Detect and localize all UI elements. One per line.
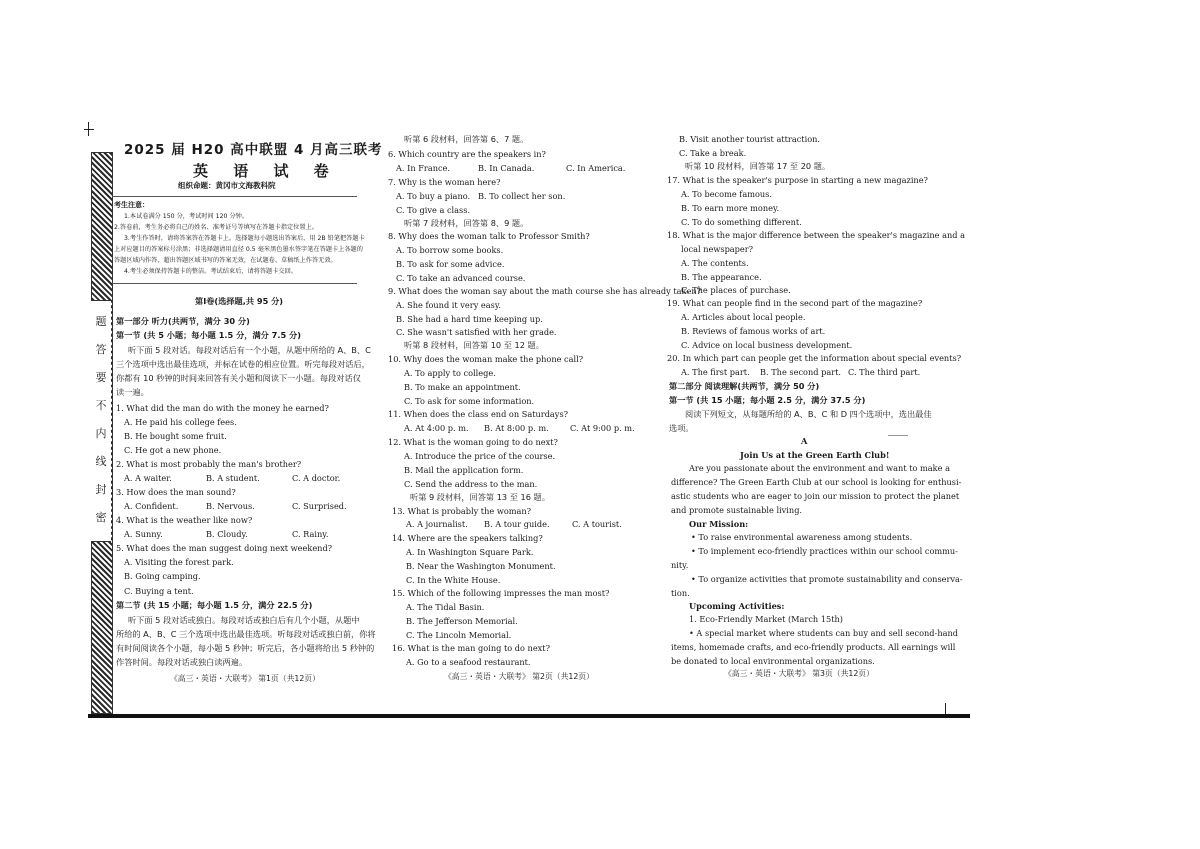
page-1-text-line: 听下面 5 段对话。每段对话后有一个小题，从题中所给的 A、B、C bbox=[128, 345, 371, 355]
page-2-text-line: C. To take an advanced course. bbox=[396, 273, 526, 283]
page-3-text-line: C. The third part. bbox=[848, 367, 921, 377]
page-3-text-line: Upcoming Activities: bbox=[689, 601, 785, 611]
page-2-text-line: A. She found it very easy. bbox=[396, 300, 501, 310]
page-2-text-line: B. Near the Washington Monument. bbox=[406, 561, 556, 571]
page-2-text-line: C. To ask for some information. bbox=[404, 396, 535, 406]
page-1-text-line: 第一部分 听力(共两节，满分 30 分) bbox=[116, 316, 250, 326]
page-3-text-line: 阅读下列短文，从每题所给的 A、B、C 和 D 四个选项中，选出最佳 bbox=[685, 409, 932, 419]
page-footer: 《高三・英语・大联考》 第2页（共12页） bbox=[444, 672, 594, 681]
page-3-text-line: B. The appearance. bbox=[681, 272, 762, 282]
page-2-text-line: 7. Why is the woman here? bbox=[388, 177, 501, 187]
page-2-text-line: A. In France. bbox=[396, 163, 451, 173]
exam-title: 2025 届 H20 高中联盟 4 月高三联考 bbox=[124, 142, 383, 158]
page-3-text-line: Join Us at the Green Earth Club! bbox=[740, 450, 890, 460]
page-3-text-line: difference? The Green Earth Club at our school is looking for enthusi- bbox=[671, 477, 962, 487]
page-3-text-line: • To organize activities that promote sustainability and conserva- bbox=[691, 574, 963, 584]
page-1-text-line: B. A student. bbox=[206, 473, 260, 483]
exam-subject: 英 语 试 卷 bbox=[193, 162, 339, 180]
reading-title-mark bbox=[888, 435, 908, 436]
page-2-text-line: C. She wasn't satisfied with her grade. bbox=[396, 327, 557, 337]
page-2-text-line: C. A tourist. bbox=[572, 519, 622, 529]
page-1-text-line: 第二节 (共 15 小题；每小题 1.5 分，满分 22.5 分) bbox=[116, 600, 313, 610]
page-1-text-line: A. A waiter. bbox=[124, 473, 172, 483]
page-2-text-line: 11. When does the class end on Saturdays? bbox=[388, 409, 569, 419]
page-3-text-line: A. The first part. bbox=[681, 367, 750, 377]
page-2-text-line: B. In Canada. bbox=[478, 163, 535, 173]
page-1-text-line: A. Confident. bbox=[124, 501, 179, 511]
page-2-text-line: C. The Lincoln Memorial. bbox=[406, 630, 512, 640]
page-2-text-line: B. The Jefferson Memorial. bbox=[406, 616, 518, 626]
notice-item: 1.本试卷满分 150 分，考试时间 120 分钟。 bbox=[124, 213, 249, 220]
page-2-text-line: B. To ask for some advice. bbox=[396, 259, 505, 269]
page-3-text-line: 17. What is the speaker's purpose in starting a new magazine? bbox=[667, 175, 928, 185]
page-3-text-line: A. To become famous. bbox=[681, 189, 772, 199]
page-1-text-line: C. Rainy. bbox=[292, 529, 329, 539]
seal-char: 题 bbox=[95, 315, 107, 328]
page-1-text-line: B. Going camping. bbox=[124, 571, 201, 581]
notice-item: 4.考生必须保持答题卡的整洁。考试结束后，请将答题卡交回。 bbox=[124, 268, 297, 275]
page-3-text-line: C. To do something different. bbox=[681, 217, 802, 227]
page-3-text-line: 1. Eco-Friendly Market (March 15th) bbox=[689, 614, 843, 624]
page-2-text-line: A. A journalist. bbox=[406, 519, 468, 529]
page-2-text-line: A. To buy a piano. bbox=[396, 191, 471, 201]
page-3-text-line: items, homemade crafts, and eco-friendly products. All earnings will bbox=[671, 642, 956, 652]
seal-char: 答 bbox=[95, 343, 107, 356]
page-2-text-line: 6. Which country are the speakers in? bbox=[388, 149, 546, 159]
notice-heading: 考生注意： bbox=[114, 201, 149, 209]
page-1-text-line: 所给的 A、B、C 三个选项中选出最佳选项。听每段对话或独白前，你将 bbox=[116, 629, 376, 639]
page-2-text-line: 听第 7 段材料，回答第 8、9 题。 bbox=[404, 218, 529, 228]
page-3-text-line: A. The contents. bbox=[681, 258, 749, 268]
page-3-text-line: 19. What can people find in the second part of the magazine? bbox=[667, 298, 923, 308]
page-2-text-line: C. Send the address to the man. bbox=[404, 479, 538, 489]
page-2-text-line: 9. What does the woman say about the math course she has already taken? bbox=[388, 286, 701, 296]
page-1-text-line: 第一节 (共 5 小题；每小题 1.5 分，满分 7.5 分) bbox=[116, 330, 301, 340]
page-3-text-line: 听第 10 段材料，回答第 17 至 20 题。 bbox=[685, 161, 831, 171]
page-1-text-line: 5. What does the man suggest doing next weekend? bbox=[116, 543, 333, 553]
page-2-text-line: A. Introduce the price of the course. bbox=[404, 451, 556, 461]
page-1-text-line: C. Surprised. bbox=[292, 501, 347, 511]
page-3-text-line: Are you passionate about the environment and want to make a bbox=[689, 463, 950, 473]
page-2-text-line: 13. What is probably the woman? bbox=[392, 506, 532, 516]
page-1-text-line: 2. What is most probably the man's brother? bbox=[116, 459, 302, 469]
page-1-text-line: C. He got a new phone. bbox=[124, 445, 222, 455]
seal-char: 不 bbox=[95, 399, 107, 412]
page-2-text-line: 14. Where are the speakers talking? bbox=[392, 533, 543, 543]
page-2-text-line: A. To apply to college. bbox=[404, 368, 496, 378]
page-1-text-line: B. Nervous. bbox=[206, 501, 255, 511]
page-1-text-line: 三个选项中选出最佳选项，并标在试卷的相应位置。听完每段对话后， bbox=[116, 359, 370, 369]
seal-char: 要 bbox=[95, 371, 107, 384]
page-1-text-line: 听下面 5 段对话或独白。每段对话或独白后有几个小题，从题中 bbox=[128, 615, 360, 625]
page-2-text-line: C. At 9:00 p. m. bbox=[570, 423, 635, 433]
page-2-text-line: C. In the White House. bbox=[406, 575, 501, 585]
seal-char: 内 bbox=[95, 427, 107, 440]
page-1-text-line: 有时间阅读各个小题，每小题 5 秒钟；听完后，各小题将给出 5 秒钟的 bbox=[116, 643, 375, 653]
page-3-text-line: 第一节 (共 15 小题；每小题 2.5 分，满分 37.5 分) bbox=[669, 395, 866, 405]
page-1-text-line: C. Buying a tent. bbox=[124, 586, 194, 596]
page-2-text-line: A. In Washington Square Park. bbox=[406, 547, 534, 557]
page-2-text-line: 10. Why does the woman make the phone call? bbox=[388, 354, 584, 364]
page-1-text-line: A. Visiting the forest park. bbox=[124, 557, 234, 567]
page-1-text-line: A. He paid his college fees. bbox=[124, 417, 237, 427]
page-2-text-line: A. To borrow some books. bbox=[396, 245, 504, 255]
page-footer: 《高三・英语・大联考》 第3页（共12页） bbox=[724, 669, 874, 678]
page-3-text-line: Our Mission: bbox=[689, 519, 749, 529]
page-3-text-line: 18. What is the major difference between the speaker's magazine and a bbox=[667, 230, 965, 240]
seal-char: 密 bbox=[95, 511, 107, 524]
page-2-text-line: B. She had a hard time keeping up. bbox=[396, 314, 543, 324]
crop-mark-top-left-h bbox=[84, 129, 94, 130]
page-3-text-line: 选项。 bbox=[669, 423, 694, 433]
page-3-text-line: B. Reviews of famous works of art. bbox=[681, 326, 826, 336]
page-2-text-line: B. Mail the application form. bbox=[404, 465, 524, 475]
page-3-text-line: • A special market where students can buy and sell second-hand bbox=[689, 628, 958, 638]
page-3-text-line: 第二部分 阅读理解(共两节，满分 50 分) bbox=[669, 381, 820, 391]
page-3-text-line: C. Take a break. bbox=[679, 148, 747, 158]
page-2-text-line: C. In America. bbox=[566, 163, 626, 173]
page-2-text-line: 8. Why does the woman talk to Professor Smith? bbox=[388, 231, 590, 241]
page-3-text-line: A bbox=[801, 436, 808, 446]
seal-char: 封 bbox=[95, 483, 107, 496]
page-3-text-line: B. Visit another tourist attraction. bbox=[679, 134, 821, 144]
page-2-text-line: A. At 4:00 p. m. bbox=[404, 423, 469, 433]
page-2-text-line: B. A tour guide. bbox=[484, 519, 550, 529]
page-1-text-line: 读一遍。 bbox=[116, 387, 149, 397]
page-2-text-line: 16. What is the man going to do next? bbox=[392, 643, 550, 653]
page-3-text-line: A. Articles about local people. bbox=[681, 312, 806, 322]
bottom-scan-border bbox=[88, 714, 970, 718]
page-3-text-line: C. The places of purchase. bbox=[681, 285, 791, 295]
page-3-text-line: be donated to local environmental organizations. bbox=[671, 656, 875, 666]
page-1-text-line: B. Cloudy. bbox=[206, 529, 248, 539]
page-1-text-line: A. Sunny. bbox=[124, 529, 163, 539]
page-2-text-line: 15. Which of the following impresses the man most? bbox=[392, 588, 610, 598]
page-2-text-line: B. To collect her son. bbox=[478, 191, 566, 201]
seal-line-strip bbox=[91, 300, 111, 542]
page-2-text-line: B. At 8:00 p. m. bbox=[484, 423, 549, 433]
page-2-text-line: A. The Tidal Basin. bbox=[406, 602, 485, 612]
page-1-text-line: 1. What did the man do with the money he earned? bbox=[116, 403, 329, 413]
notice-item: 2.答卷前，考生务必将自己的姓名、准考证号等填写在答题卡指定位置上。 bbox=[114, 224, 318, 231]
page-3-text-line: local newspaper? bbox=[681, 244, 754, 254]
page-2-text-line: 听第 6 段材料，回答第 6、7 题。 bbox=[404, 134, 529, 144]
page-2-text-line: A. Go to a seafood restaurant. bbox=[406, 657, 531, 667]
page-1-text-line: 你都有 10 秒钟的时间来回答有关小题和阅读下一小题。每段对话仅 bbox=[116, 373, 361, 383]
notice-item: 上对应题目的答案标号涂黑；非选择题请用直径 0.5 毫米黑色墨水签字笔在答题卡上各题的 bbox=[114, 246, 363, 253]
page-3-text-line: C. Advice on local business development. bbox=[681, 340, 853, 350]
page-1-text-line: 作答时间。每段对话或独白读两遍。 bbox=[116, 657, 248, 667]
page-3-text-line: nity. bbox=[671, 560, 689, 570]
page-2-text-line: 听第 8 段材料，回答第 10 至 12 题。 bbox=[404, 340, 544, 350]
page-3-text-line: B. The second part. bbox=[760, 367, 842, 377]
exam-organizer: 组织命题：黄冈市文海教科院 bbox=[178, 181, 276, 190]
seal-char: 线 bbox=[95, 455, 107, 468]
page-1-text-line: 4. What is the weather like now? bbox=[116, 515, 253, 525]
header-divider bbox=[112, 196, 357, 197]
page-2-text-line: 12. What is the woman going to do next? bbox=[388, 437, 558, 447]
page-3-text-line: • To raise environmental awareness among students. bbox=[691, 532, 913, 542]
page-3-text-line: and promote sustainable living. bbox=[671, 505, 803, 515]
notice-item: 答题区域内作答，超出答题区域书写的答案无效，在试题卷、草稿纸上作答无效。 bbox=[114, 257, 337, 264]
notice-item: 3.考生作答时，请将答案答在答题卡上。选择题每小题选出答案后，用 2B 铅笔把答题卡 bbox=[124, 235, 365, 242]
page-2-text-line: B. To make an appointment. bbox=[404, 382, 521, 392]
page-3-text-line: 20. In which part can people get the information about special events? bbox=[667, 353, 962, 363]
page-1-text-line: C. A doctor. bbox=[292, 473, 341, 483]
notice-divider bbox=[112, 283, 357, 284]
page-1-text-line: 3. How does the man sound? bbox=[116, 487, 236, 497]
page-1-text-line: B. He bought some fruit. bbox=[124, 431, 227, 441]
page-3-text-line: tion. bbox=[671, 588, 690, 598]
page-2-text-line: C. To give a class. bbox=[396, 205, 471, 215]
page-footer: 《高三・英语・大联考》 第1页（共12页） bbox=[170, 674, 320, 683]
page-1-text-line: 第Ⅰ卷(选择题,共 95 分) bbox=[195, 296, 284, 306]
page-3-text-line: astic students who are eager to join our mission to protect the planet bbox=[671, 491, 960, 501]
page-3-text-line: B. To earn more money. bbox=[681, 203, 780, 213]
page-2-text-line: 听第 9 段材料，回答第 13 至 16 题。 bbox=[410, 492, 550, 502]
page-3-text-line: • To implement eco-friendly practices within our school commu- bbox=[691, 546, 958, 556]
